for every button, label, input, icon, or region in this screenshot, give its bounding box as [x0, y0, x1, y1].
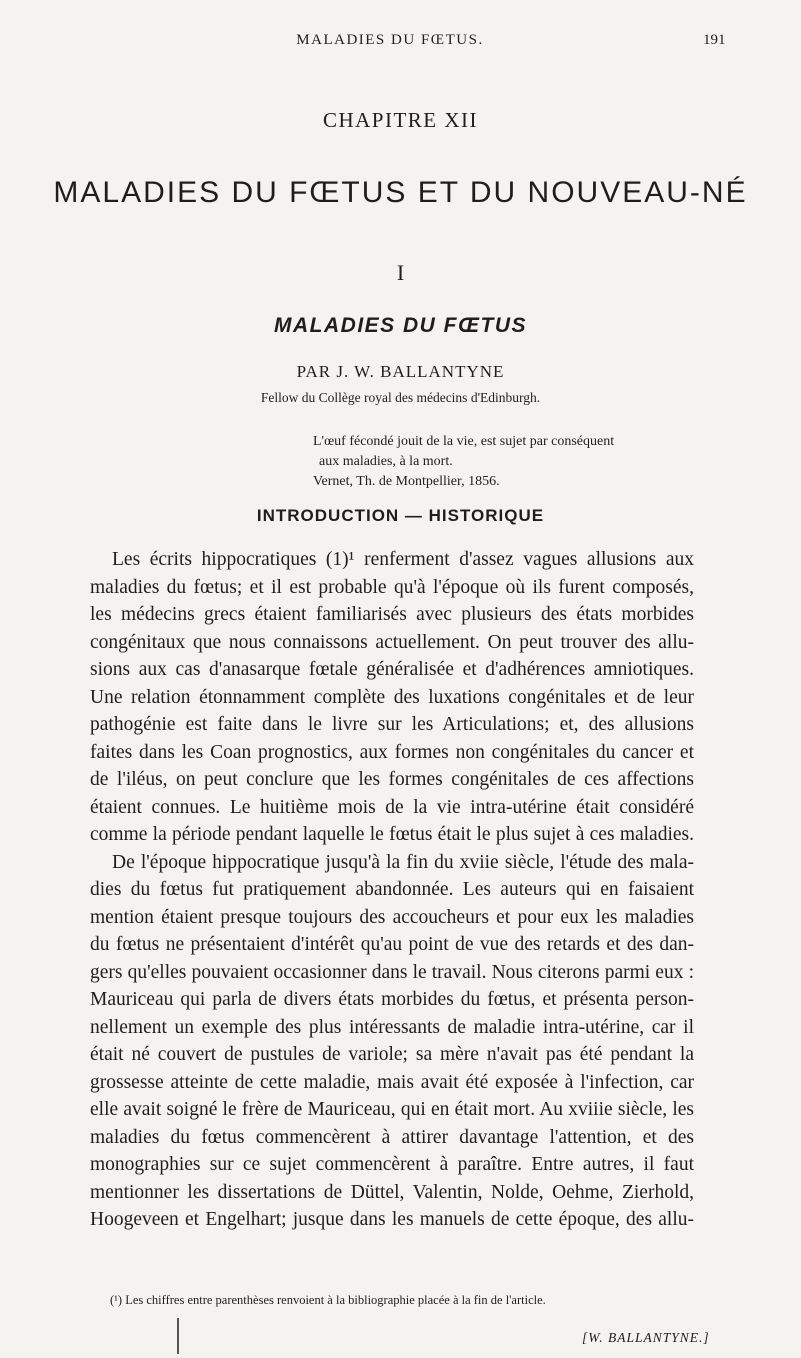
- chapter-heading: CHAPITRE XII: [322, 108, 479, 132]
- running-head: MALADIES DU FŒTUS.: [296, 32, 484, 48]
- body-line: Mauriceau qui parla de divers états morbides du fœtus, et présenta person-: [90, 989, 694, 1010]
- body-line: mentionner les dissertations de Düttel, Valentin, Nolde, Oehme, Zierhold,: [90, 1181, 694, 1203]
- body-line: sions aux cas d'anasarque fœtale généralisée et d'adhérences amniotiques.: [90, 659, 694, 680]
- introduction-heading: INTRODUCTION — HISTORIQUE: [256, 506, 545, 525]
- body-line: était né couvert de pustules de variole; sa mère n'avait pas été pendant la: [90, 1044, 694, 1065]
- body-line: faites dans les Coan prognostics, aux formes non congénitales du cancer et: [90, 741, 694, 763]
- body-line: Une relation étonnamment complète des luxations congénitales et de leur: [90, 686, 694, 708]
- section-title: MALADIES DU FŒTUS: [274, 314, 527, 337]
- margin-mark: [177, 1318, 179, 1354]
- body-line: nellement un exemple des plus intéressants de maladie intra-utérine, car il: [90, 1016, 694, 1038]
- body-line: maladies du fœtus commencèrent à attirer davantage l'attention, et des: [90, 1126, 694, 1148]
- body-line: mention étaient presque toujours des accoucheurs et pour eux les maladies: [90, 906, 694, 928]
- epigraph-line: L'œuf fécondé jouit de la vie, est sujet par conséquent: [313, 434, 615, 449]
- author-byline: PAR J. W. BALLANTYNE: [296, 362, 505, 381]
- body-line: étaient connues. Le huitième mois de la vie intra-utérine était considéré: [90, 796, 694, 818]
- body-line: Hoogeveen et Engelhart; jusque dans les manuels de cette époque, des allu-: [90, 1209, 694, 1230]
- body-line: grossesse atteinte de cette maladie, mais avait été exposée à l'infection, car: [90, 1071, 694, 1093]
- body-line: gers qu'elles pouvaient occasionner dans le travail. Nous citerons parmi eux :: [90, 961, 694, 983]
- footnote: (¹) Les chiffres entre parenthèses renvoient à la bibliographie placée à la fin de l'article.: [110, 1293, 546, 1307]
- body-line: De l'époque hippocratique jusqu'à la fin du xviie siècle, l'étude des mala-: [112, 851, 694, 873]
- main-title: MALADIES DU FŒTUS ET DU NOUVEAU-NÉ: [53, 176, 748, 209]
- signature: [W. BALLANTYNE.]: [582, 1330, 710, 1345]
- body-line: pathogénie est faite dans le livre sur les Articulations; et, des allusions: [90, 714, 694, 735]
- author-affiliation: Fellow du Collège royal des médecins d'Edinburgh.: [260, 390, 541, 405]
- body-line: monographies sur ce sujet commencèrent à paraître. Entre autres, il faut: [90, 1154, 694, 1175]
- body-line: de l'iléus, on peut conclure que les formes congénitales de ces affections: [90, 769, 694, 790]
- epigraph: [313, 432, 703, 492]
- body-line: les médecins grecs étaient familiarisés avec plusieurs des états morbides: [90, 604, 694, 625]
- body-line: du fœtus ne présentaient d'intérêt qu'au point de vue des retards et des dan-: [90, 934, 694, 955]
- body-line: Les écrits hippocratiques (1)¹ renferment d'assez vagues allusions aux: [112, 549, 694, 570]
- section-number: I: [396, 260, 405, 285]
- body-line: comme la période pendant laquelle le fœtus était le plus sujet à ces maladies.: [90, 824, 694, 845]
- epigraph-citation: Vernet, Th. de Montpellier, 1856.: [313, 474, 500, 489]
- epigraph-line: aux maladies, à la mort.: [319, 454, 453, 469]
- body-line: maladies du fœtus; et il est probable qu'à l'époque où ils furent composés,: [90, 576, 694, 598]
- page-number: 191: [703, 32, 726, 48]
- body-line: congénitaux que nous connaissons actuellement. On peut trouver des allu-: [90, 631, 694, 653]
- body-line: elle avait soigné le frère de Mauriceau, qui en était mort. Au xviiie siècle, les: [90, 1099, 694, 1120]
- body-text: [90, 546, 694, 1234]
- body-line: dies du fœtus fut pratiquement abandonnée. Les auteurs qui en faisaient: [90, 879, 694, 900]
